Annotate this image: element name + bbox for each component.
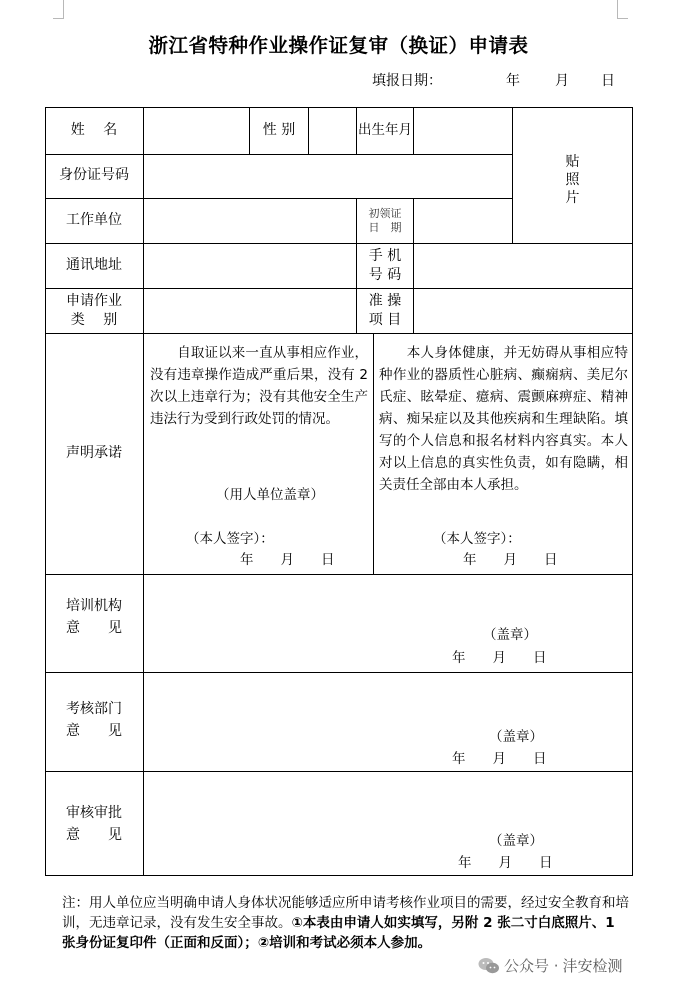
first-cert-date-line-1: 初领证 <box>368 206 402 220</box>
training-opinion-line-1: 培训机构 <box>66 598 122 614</box>
first-cert-date-line-2: 日 期 <box>368 220 402 234</box>
declaration-applicant-date: 年 月 日 <box>463 552 558 568</box>
phone-field[interactable] <box>414 244 632 288</box>
fill-date-year: 年 <box>506 73 520 89</box>
exam-dept-opinion-date: 年 月 日 <box>452 751 547 767</box>
page-corner-mark <box>617 0 628 19</box>
wechat-icon <box>478 957 500 975</box>
photo-label-3: 片 <box>565 189 580 206</box>
fill-date-month: 月 <box>555 73 569 89</box>
declaration-label: 声明承诺 <box>66 444 122 461</box>
name-label: 姓 名 <box>70 121 118 138</box>
page-title: 浙江省特种作业操作证复审（换证）申请表 <box>148 34 529 57</box>
job-category-field[interactable] <box>144 289 356 333</box>
approval-opinion-line-2: 意 见 <box>66 827 122 843</box>
job-category-label <box>45 288 143 333</box>
gender-label: 性 别 <box>262 121 296 138</box>
declaration-employer-date: 年 月 日 <box>240 552 335 568</box>
address-field[interactable] <box>144 244 356 288</box>
permit-item-line-1: 准 操 <box>368 292 402 309</box>
exam-dept-opinion-label <box>45 695 143 745</box>
work-unit-field[interactable] <box>144 199 356 243</box>
training-opinion-date: 年 月 日 <box>452 650 547 666</box>
exam-dept-opinion-line-1: 考核部门 <box>66 701 122 717</box>
page-corner-mark <box>53 0 64 19</box>
footnote-normal: 注：用人单位应当明确申请人身体状况能够适应所申请考核作业项目的需要，经过安全教育和培训，无违章记录，没有发生安全事故。 <box>62 895 629 931</box>
first-cert-date-field[interactable] <box>414 199 512 243</box>
gender-field[interactable] <box>309 108 356 154</box>
birth-label: 出生年月 <box>358 122 412 139</box>
exam-dept-opinion-stamp: （盖章） <box>489 729 543 745</box>
fill-date-day: 日 <box>601 73 615 89</box>
photo-box[interactable] <box>513 108 632 243</box>
training-opinion-label <box>45 592 143 642</box>
phone-label-line-1: 手 机 <box>368 247 402 264</box>
training-opinion-line-2: 意 见 <box>66 620 122 636</box>
job-category-line-2: 类 别 <box>70 311 118 328</box>
permit-item-line-2: 项 目 <box>368 311 402 328</box>
approval-opinion-label <box>45 799 143 849</box>
permit-item-label <box>357 288 413 333</box>
job-category-line-1: 申请作业 <box>66 292 122 309</box>
declaration-applicant-text: 本人身体健康，并无妨碍从事相应特种作业的器质性心脏病、癫痫病、美尼尔氏症、眩晕症、癔病、震颤麻痹症、精神病、痴呆症以及其他疾病和生理缺陷。填写的个人信息和报名材料内容真实。本人对以上信息的真实性负责，如有隐瞒，相关责任全部由本人承担。 <box>379 345 628 493</box>
footnote <box>62 893 632 953</box>
watermark-prefix: 公众号 · <box>504 957 559 975</box>
exam-dept-opinion-line-2: 意 见 <box>66 723 122 739</box>
birth-field[interactable] <box>414 108 512 154</box>
declaration-employer-sign[interactable]: （本人签字）： <box>186 531 274 547</box>
approval-opinion-field[interactable] <box>144 772 632 875</box>
exam-dept-opinion-field[interactable] <box>144 673 632 771</box>
id-number-label: 身份证号码 <box>59 167 129 184</box>
training-opinion-stamp: （盖章） <box>483 627 537 643</box>
declaration-employer-text: 自取证以来一直从事相应作业，没有违章操作造成严重后果，没有 2 次以上违章行为；没有其他安全生产违法行为受到行政处罚的情况。 <box>150 345 368 427</box>
phone-label <box>357 243 413 288</box>
address-label: 通讯地址 <box>66 256 122 273</box>
phone-label-line-2: 号 码 <box>368 266 402 283</box>
permit-item-field[interactable] <box>414 289 632 333</box>
first-cert-date-label <box>357 198 413 243</box>
watermark-name: 沣安检测 <box>562 957 623 975</box>
id-number-field[interactable] <box>144 155 512 198</box>
approval-opinion-date: 年 月 日 <box>458 855 553 871</box>
declaration-employer-stamp: （用人单位盖章） <box>216 487 324 503</box>
declaration-applicant-sign[interactable]: （本人签字）： <box>433 531 521 547</box>
photo-label-2: 照 <box>565 171 580 188</box>
wechat-watermark <box>478 955 623 976</box>
training-opinion-field[interactable] <box>144 575 632 672</box>
approval-opinion-line-1: 审核审批 <box>66 805 122 821</box>
name-field[interactable] <box>144 108 249 154</box>
footnote-bold: ①本表由申请人如实填写，另附 2 张二寸白底照片、1 张身份证复印件（正面和反面）；②培训和考试必须本人参加。 <box>62 915 615 951</box>
photo-label-1: 贴 <box>565 153 580 170</box>
work-unit-label: 工作单位 <box>66 211 122 228</box>
fill-date-label: 填报日期： <box>372 73 442 89</box>
approval-opinion-stamp: （盖章） <box>489 833 543 849</box>
